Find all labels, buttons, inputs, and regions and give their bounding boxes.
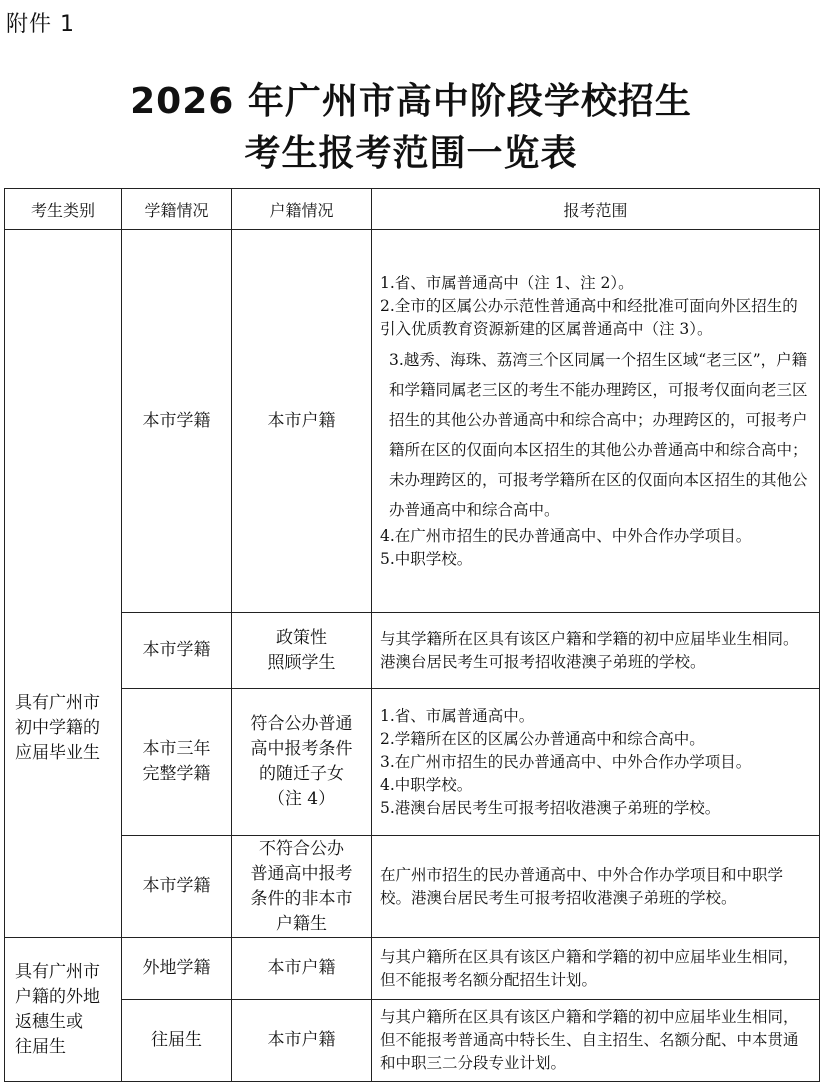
scope-item: 1.省、市属普通高中。 [380,706,535,725]
header-residence: 户籍情况 [232,189,372,230]
category-line: 初中学籍的 [15,718,100,738]
category-line: 具有广州市 [15,693,100,713]
category-cell [5,230,122,938]
scope-item: 5.中职学校。 [380,549,473,568]
scope-item: 与其户籍所在区具有该区户籍和学籍的初中应届毕业生相同，但不能报考名额分配招生计划。 [380,947,799,989]
residence-text: 普通高中报考 [250,863,353,884]
residence-cell [232,1000,372,1082]
scope-item: 1.省、市属普通高中（注 1、注 2）。 [380,273,634,292]
scope-item: 4.中职学校。 [380,775,473,794]
scope-cell [372,230,820,613]
scope-item: 3.在广州市招生的民办普通高中、中外合作办学项目。 [380,752,752,771]
scope-item: 4.在广州市招生的民办普通高中、中外合作办学项目。 [380,526,752,545]
header-category: 考生类别 [5,189,122,230]
residence-cell [232,613,372,689]
header-scope: 报考范围 [372,189,820,230]
table-row [5,836,820,938]
scope-item: 2.学籍所在区的区属公办普通高中和综合高中。 [380,729,705,748]
residence-text: 条件的非本市 [250,888,353,909]
status-text: 本市学籍 [142,410,211,431]
residence-text: 高中报考条件 [250,739,353,759]
category-line: 户籍的外地 [15,986,100,1007]
enrollment-scope-table [4,188,820,1082]
residence-text: 本市户籍 [267,958,336,978]
status-cell [122,689,232,836]
category-line: 往届生 [15,1036,66,1057]
residence-text: 的随迁子女 [259,764,344,784]
scope-item: 在广州市招生的民办普通高中、中外合作办学项目和中职学校。港澳台居民考生可报考招收港澳子弟班的学校。 [380,865,784,907]
residence-text: 政策性 [276,627,327,648]
category-line: 应届毕业生 [15,743,100,763]
status-cell [122,230,232,613]
scope-item: 3.越秀、海珠、荔湾三个区同属一个招生区域“老三区”，户籍和学籍同属老三区的考生不能办理跨区，可报考仅面向老三区招生的其他公办普通高中和综合高中；办理跨区的，可报考户籍所在区的仅面向本区招生的其他公办普通高中和综合高中；未办理跨区的，可报考学籍所在区的仅面向本区招生的其他公办普通高中和综合高中。 [389,350,808,519]
scope-item: 与其学籍所在区具有该区户籍和学籍的初中应届毕业生相同。港澳台居民考生可报考招收港澳子弟班的学校。 [380,629,799,671]
page-title-line1: 2026 年广州市高中阶段学校招生 [130,81,692,122]
attachment-label: 附件 1 [6,12,75,37]
status-text: 本市三年 [142,739,211,759]
header-status: 学籍情况 [122,189,232,230]
table-row [5,938,820,1000]
scope-item: 2.全市的区属公办示范性普通高中和经批准可面向外区招生的引入优质教育资源新建的区属普通高中（注 3）。 [380,296,798,338]
residence-text: 照顾学生 [267,652,336,673]
residence-text: （注 4） [267,789,336,809]
residence-text: 本市户籍 [267,1030,336,1050]
table-row [5,230,820,613]
status-text: 本市学籍 [142,876,211,896]
scope-cell [372,836,820,938]
status-text: 往届生 [151,1030,202,1050]
residence-cell [232,938,372,1000]
residence-cell [232,230,372,613]
residence-text: 户籍生 [276,913,327,934]
status-cell [122,836,232,938]
table-row [5,613,820,689]
status-cell [122,938,232,1000]
status-text: 外地学籍 [142,958,211,978]
scope-cell [372,613,820,689]
status-cell [122,613,232,689]
status-text: 本市学籍 [142,640,211,660]
page-title-line2: 考生报考范围一览表 [244,133,578,174]
category-line: 具有广州市 [15,961,100,982]
table-row [5,1000,820,1082]
table-header-row [5,189,820,230]
scope-item: 与其户籍所在区具有该区户籍和学籍的初中应届毕业生相同，但不能报考普通高中特长生、自主招生、名额分配、中本贯通和中职三二分段专业计划。 [380,1008,799,1072]
residence-text: 不符合公办 [259,838,344,859]
scope-item: 5.港澳台居民考生可报考招收港澳子弟班的学校。 [380,798,721,817]
category-cell [5,938,122,1082]
residence-text: 符合公办普通 [250,714,353,734]
residence-cell [232,689,372,836]
residence-cell [232,836,372,938]
residence-text: 本市户籍 [267,410,336,431]
scope-cell [372,1000,820,1082]
status-text: 完整学籍 [142,764,211,784]
scope-cell [372,689,820,836]
table-row [5,689,820,836]
scope-cell [372,938,820,1000]
category-line: 返穗生或 [15,1011,83,1032]
status-cell [122,1000,232,1082]
